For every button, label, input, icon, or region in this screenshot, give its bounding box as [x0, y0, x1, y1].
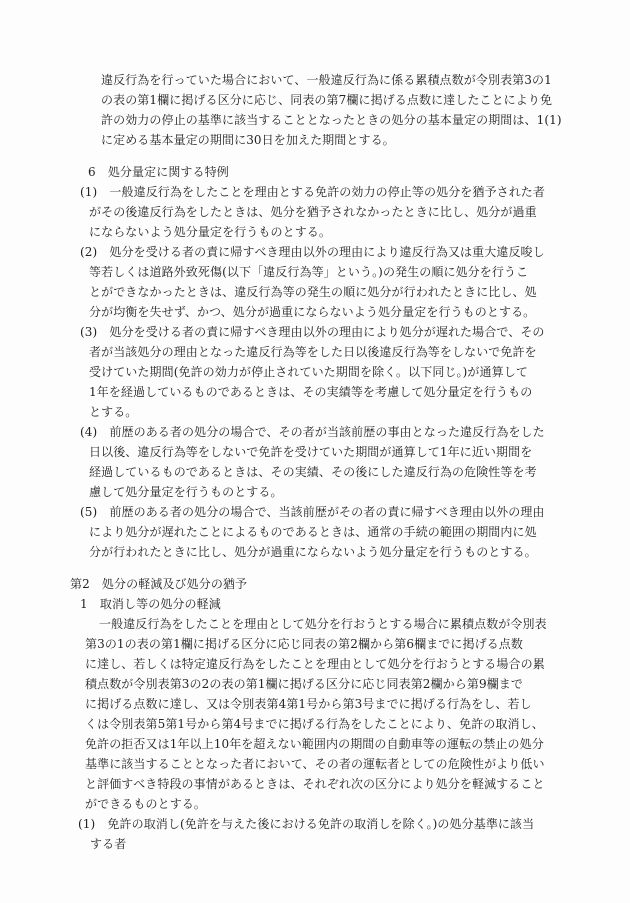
text-line: にならないよう処分量定を行うものとする。	[89, 225, 332, 239]
text-line: 基準に該当することとなった者において、その者の運転者としての危険性がより低い	[85, 757, 545, 771]
text-line: により処分が遅れたことによるものであるときは、通常の手続の範囲の期間内に処	[89, 525, 537, 539]
text-line: 分が行われたときに比し、処分が過重にならないよう処分量定を行うものとする。	[89, 545, 537, 559]
text-line: 1年を経過しているものであるときは、その実績等を考慮して処分量定を行うもの	[89, 385, 533, 399]
item-6-3	[0, 322, 630, 422]
text-line: 1 取消し等の処分の軽減	[80, 597, 221, 611]
text-line: (2) 処分を受ける者の責に帰すべき理由以外の理由により違反行為又は重大違反唆し	[80, 245, 545, 259]
intro-continuation-paragraph	[0, 70, 630, 150]
text-line: (4) 前歴のある者の処分の場合で、その者が当該前歴の事由となった違反行為をした	[80, 425, 545, 439]
subsection-1-paragraph	[0, 614, 630, 814]
section-6-heading	[0, 162, 630, 182]
text-line: 慮して処分量定を行うものとする。	[89, 485, 283, 499]
item-6-2	[0, 242, 630, 322]
text-line: 受けていた期間(免許の効力が停止されていた期間を除く。以下同じ。)が通算して	[89, 365, 528, 379]
text-line: ができるものとする。	[85, 797, 207, 811]
item-6-1	[0, 182, 630, 242]
text-line: に掲げる点数に達し、又は令別表第4第1号から第3号までに掲げる行為をし、若し	[85, 697, 532, 711]
item-6-4	[0, 422, 630, 502]
section-2-heading	[0, 574, 630, 594]
text-line: に定める基本量定の期間に30日を加えた期間とする。	[101, 133, 395, 147]
text-line: 経過しているものであるときは、その実績、その後にした違反行為の危険性等を考	[89, 465, 537, 479]
text-line: 第2 処分の軽減及び処分の猶予	[70, 577, 248, 591]
text-line: 分が均衡を失せず、かつ、処分が過重にならないよう処分量定を行うものとする。	[89, 305, 536, 319]
text-line: とする。	[89, 405, 138, 419]
text-line: 第3の1の表の第1欄に掲げる区分に応じ同表の第2欄から第6欄までに掲げる点数	[85, 637, 523, 651]
subsection-1-heading	[0, 594, 630, 614]
text-line: 日以後、違反行為等をしないで免許を受けていた期間が通算して1年に近い期間を	[89, 445, 533, 459]
text-line: がその後違反行為をしたときは、処分を猶予されなかったときに比し、処分が過重	[89, 205, 537, 219]
text-line: 許の効力の停止の基準に該当することとなったときの処分の基本量定の期間は、1(1)	[101, 113, 562, 127]
text-line: の表の第1欄に掲げる区分に応じ、同表の第7欄に掲げる点数に達したことにより免	[101, 93, 553, 107]
item-6-5	[0, 502, 630, 562]
text-line: 免許の拒否又は1年以上10年を超えない範囲内の期間の自動車等の運転の禁止の処分	[85, 737, 544, 751]
text-line: 一般違反行為をしたことを理由として処分を行おうとする場合に累積点数が令別表	[99, 617, 547, 631]
text-line: と評価すべき特段の事情があるときは、それぞれ次の区分により処分を軽減すること	[85, 777, 545, 791]
item-2-1-1	[0, 814, 630, 854]
text-line: (1) 免許の取消し(免許を与えた後における免許の取消しを除く。)の処分基準に該当	[78, 817, 535, 831]
text-line: 等若しくは道路外致死傷(以下「違反行為等」という。)の発生の順に処分を行うこ	[89, 265, 529, 279]
text-line: 者が当該処分の理由となった違反行為等をした日以後違反行為等をしないで免許を	[89, 345, 537, 359]
text-line: する者	[90, 837, 127, 851]
document-body	[0, 70, 630, 854]
text-line: とができなかったときは、違反行為等の発生の順に処分が行われたときに比し、処	[89, 285, 537, 299]
text-line: くは令別表第5第1号から第4号までに掲げる行為をしたことにより、免許の取消し、	[85, 717, 544, 731]
text-line: (3) 処分を受ける者の責に帰すべき理由以外の理由により処分が遅れた場合で、その	[80, 325, 545, 339]
text-line: 違反行為を行っていた場合において、一般違反行為に係る累積点数が令別表第3の1	[101, 73, 552, 87]
text-line: 積点数が令別表第3の2の表の第1欄に掲げる区分に応じ同表第2欄から第9欄まで	[85, 677, 523, 691]
text-line: (5) 前歴のある者の処分の場合で、当該前歴がその者の責に帰すべき理由以外の理由	[80, 505, 545, 519]
text-line: 6 処分量定に関する特例	[88, 165, 229, 179]
text-line: (1) 一般違反行為をしたことを理由とする免許の効力の停止等の処分を猶予された者	[80, 185, 546, 199]
text-line: に達し、若しくは特定違反行為をしたことを理由として処分を行おうとする場合の累	[85, 657, 545, 671]
